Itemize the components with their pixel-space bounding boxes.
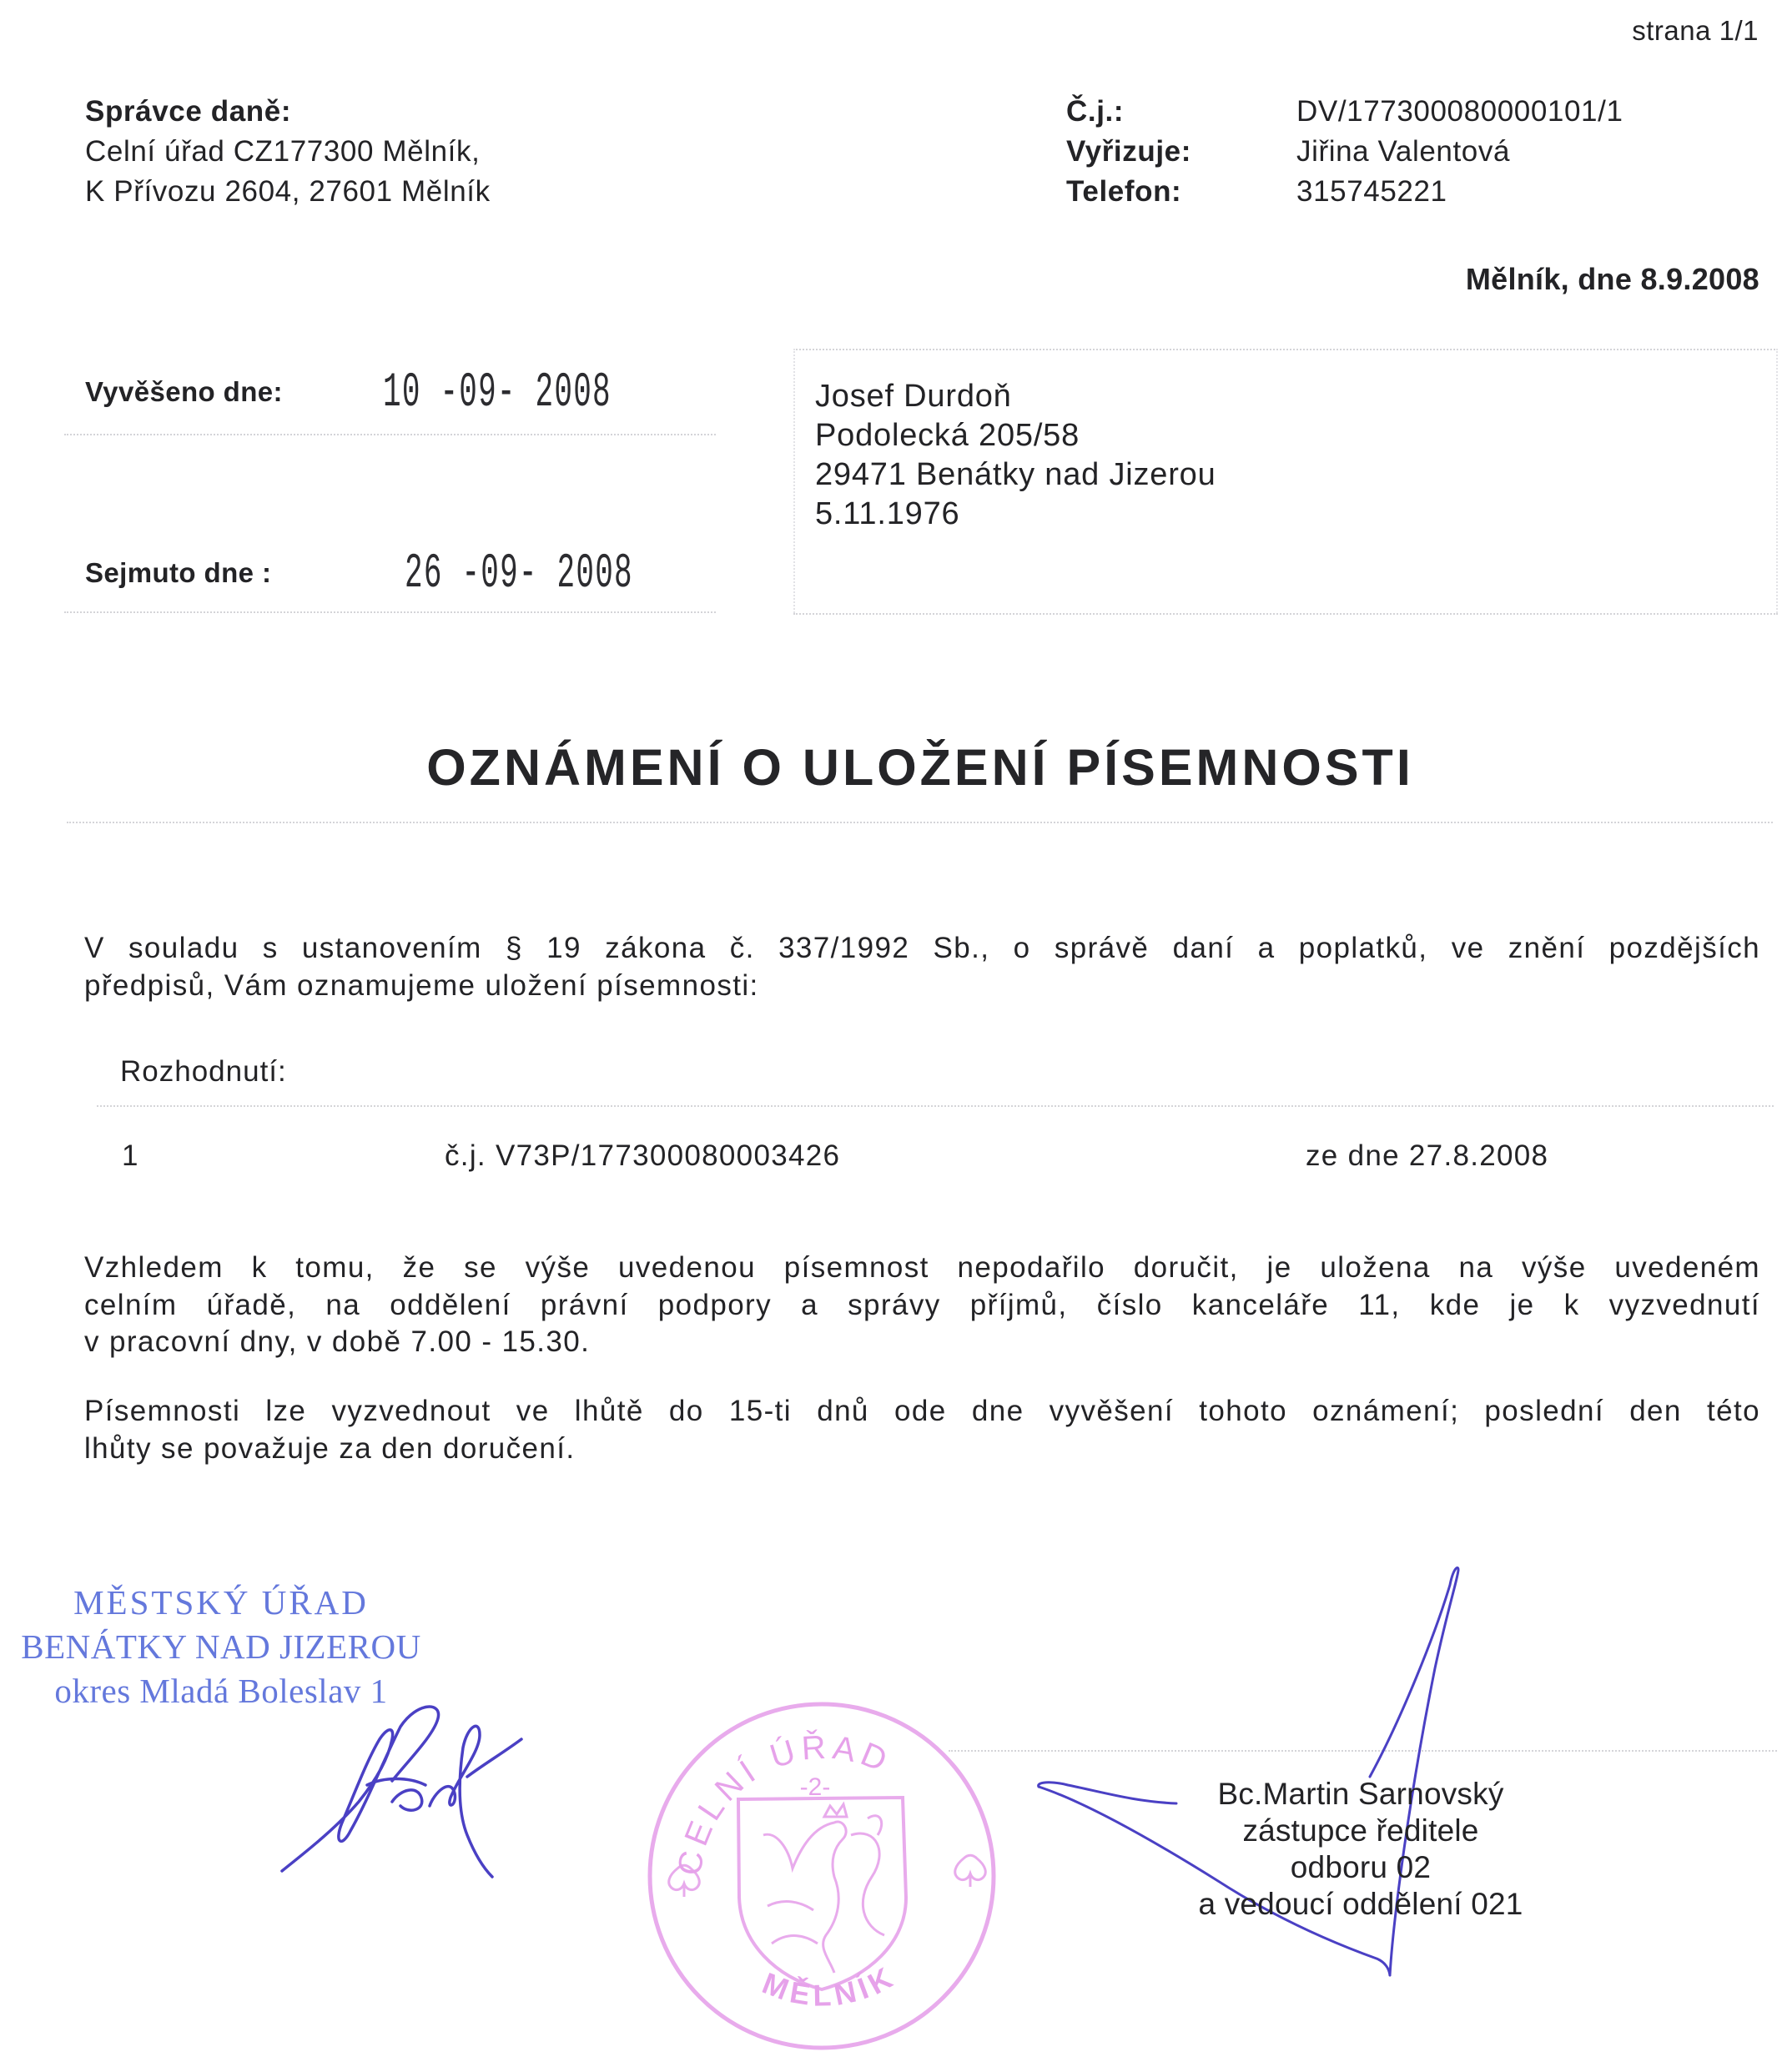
recipient-street: Podolecká 205/58 [815, 418, 1080, 453]
reference-number-label: Č.j.: [1066, 95, 1125, 128]
reference-number-value: DV/177300080000101/1 [1296, 95, 1623, 128]
signatory-department: odboru 02 [1290, 1850, 1432, 1884]
seal-number: -2- [799, 1773, 831, 1801]
document-number: 1 [122, 1139, 139, 1172]
removed-date-stamp: 26 -09- 2008 [405, 547, 633, 601]
signatory-section: a vedoucí oddělení 021 [1198, 1887, 1523, 1921]
phone-label: Telefon: [1066, 175, 1182, 208]
recipient-birth-date: 5.11.1976 [815, 496, 960, 531]
handler-value: Jiřina Valentová [1296, 135, 1511, 168]
page-indicator: strana 1/1 [1632, 15, 1759, 46]
document-title: OZNÁMENÍ O ULOŽENÍ PÍSEMNOSTI [426, 739, 1414, 796]
pickup-line: lhůty se považuje za den doručení. [84, 1431, 576, 1465]
signatory-title: zástupce ředitele [1242, 1813, 1479, 1848]
recipient-city: 29471 Benátky nad Jizerou [815, 457, 1216, 492]
municipal-signature [282, 1707, 521, 1877]
handler-label: Vyřizuje: [1066, 135, 1191, 168]
deposit-line: v pracovní dny, v době 7.00 - 15.30. [84, 1325, 591, 1358]
seal-bottom-text: MĚLNÍK [758, 1958, 903, 2013]
tax-administrator-name: Celní úřad CZ177300 Mělník, [85, 135, 481, 168]
pickup-line: Písemnosti lze vyzvednout ve lhůtě do 15-ti dnů ode dne vyvěšení tohoto oznámení; poslední den této [84, 1395, 1760, 1427]
leaf-icon-right [955, 1855, 986, 1887]
place-and-date: Mělník, dne 8.9.2008 [1465, 262, 1759, 296]
intro-line: V souladu s ustanovením § 19 zákona č. 337/1992 Sb., o správě daní a poplatků, ve znění pozdějších [84, 932, 1760, 964]
signatory-name: Bc.Martin Sarnovský [1217, 1777, 1504, 1811]
posted-label: Vyvěšeno dne: [85, 376, 283, 407]
document-date: ze dne 27.8.2008 [1306, 1139, 1549, 1172]
deposit-line: celním úřadě, na oddělení právní podpory a správy příjmů, číslo kanceláře 11, kde je k vyzvednutí [84, 1288, 1760, 1321]
posted-date-stamp: 10 -09- 2008 [383, 366, 612, 420]
tax-administrator-address: K Přívozu 2604, 27601 Mělník [85, 175, 491, 208]
removed-label: Sejmuto dne : [85, 557, 272, 588]
municipal-stamp-line: MĚSTSKÝ ÚŘAD [73, 1583, 369, 1622]
municipal-stamp-line: BENÁTKY NAD JIZEROU [21, 1627, 421, 1666]
signatory-block [1152, 1776, 1569, 1923]
intro-line: předpisů, Vám oznamujeme uložení písemnosti: [84, 968, 759, 1002]
seal-top-text: CELNÍ ÚŘAD [671, 1728, 897, 1878]
document-type-label: Rozhodnutí: [120, 1055, 287, 1088]
tax-administrator-label: Správce daně: [85, 95, 292, 128]
municipal-stamp-line: okres Mladá Boleslav 1 [54, 1672, 388, 1710]
deposit-line: Vzhledem k tomu, že se výše uvedenou písemnost nepodařilo doručit, je uložena na výše uvedeném [84, 1251, 1760, 1284]
document-reference: č.j. V73P/177300080003426 [445, 1139, 841, 1172]
recipient-name: Josef Durdoň [815, 379, 1012, 414]
phone-value: 315745221 [1296, 175, 1447, 208]
lion-icon [763, 1804, 884, 1973]
